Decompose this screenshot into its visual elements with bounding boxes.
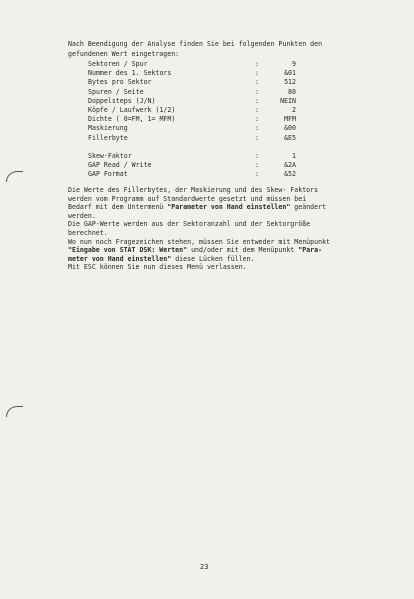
- param-value: &00: [284, 124, 296, 133]
- colon-separator: :: [255, 78, 259, 87]
- colon-separator: :: [255, 124, 259, 133]
- param-label: Dichte ( 0=FM, 1= MFM): [88, 115, 176, 124]
- param-value: 512: [284, 78, 296, 87]
- menu-reference: "Para-: [298, 246, 323, 255]
- para-line: [68, 203, 330, 212]
- menu-reference: "Parameter von Hand einstellen": [167, 203, 291, 212]
- param-label: Sektoren / Spur: [88, 60, 148, 68]
- para-line: werden.: [68, 211, 96, 220]
- param-value: 9: [292, 60, 296, 68]
- param-label: Fillerbyte: [88, 133, 128, 142]
- colon-separator: :: [255, 170, 259, 179]
- param-label: GAP Read / Write: [88, 161, 152, 170]
- para-text: Bedarf mit dem Untermenü: [68, 203, 168, 212]
- colon-separator: :: [255, 133, 259, 142]
- param-value: &2A: [284, 161, 296, 170]
- colon-separator: :: [255, 60, 259, 68]
- para-line: Wo nun noch Fragezeichen stehen, müssen Sie entweder mit Menüpunkt: [68, 237, 331, 246]
- colon-separator: :: [255, 69, 259, 78]
- para-line: [68, 246, 330, 255]
- param-label: Bytes pro Sektor: [88, 78, 152, 87]
- colon-separator: :: [255, 115, 259, 124]
- param-label: Skew-Faktor: [88, 152, 132, 160]
- intro-line: gefundenen Wert eingetragen:: [68, 50, 180, 58]
- param-value: 1: [292, 152, 296, 160]
- param-value: 2: [292, 105, 296, 114]
- colon-separator: :: [255, 105, 259, 114]
- colon-separator: :: [255, 161, 259, 170]
- intro-line: Nach Beendigung der Analyse finden Sie bei folgenden Punkten den: [68, 40, 323, 48]
- para-line: Mit ESC können Sie nun dieses Menü verlassen.: [68, 263, 247, 272]
- para-line: Die GAP-Werte werden aus der Sektoranzahl und der Sektorgröße: [68, 220, 311, 229]
- param-label: GAP Format: [88, 170, 128, 179]
- param-label: Nummer des 1. Sektors: [88, 69, 172, 78]
- colon-separator: :: [255, 87, 259, 96]
- intro-text: [68, 39, 388, 59]
- para-line: [68, 255, 330, 264]
- param-label: Köpfe / Laufwerk (1/2): [88, 105, 176, 114]
- para-text: und/oder mit dem Menüpunkt: [187, 246, 299, 255]
- para-text: diese Lücken füllen.: [171, 254, 255, 263]
- colon-separator: :: [255, 152, 259, 160]
- param-value: &01: [284, 69, 296, 78]
- page-number: 23: [200, 563, 209, 571]
- punch-hole-mark: [6, 406, 23, 417]
- menu-reference: "Eingabe von STAT DSK: Werten": [68, 246, 188, 255]
- param-label: Spuren / Seite: [88, 87, 144, 96]
- para-line: berechnet.: [68, 228, 108, 237]
- punch-hole-mark: [6, 171, 23, 182]
- param-value: &E5: [284, 133, 296, 142]
- param-value: NEIN: [280, 96, 296, 105]
- param-value: 80: [288, 87, 296, 96]
- param-label: Doppelsteps (J/N): [88, 96, 156, 105]
- para-line: werden vom Programm auf Standardwerte gesetzt und müssen bei: [68, 194, 307, 203]
- menu-reference: meter von Hand einstellen": [68, 254, 172, 263]
- param-label: Maskierung: [88, 124, 128, 133]
- para-text: geändert: [290, 203, 327, 212]
- colon-separator: :: [255, 96, 259, 105]
- param-value: &52: [284, 170, 296, 179]
- paragraph-defaults: [68, 186, 330, 272]
- param-value: MFM: [284, 115, 296, 124]
- para-line: Die Werte des Fillerbytes, der Maskierung und des Skew- Faktors: [68, 186, 319, 194]
